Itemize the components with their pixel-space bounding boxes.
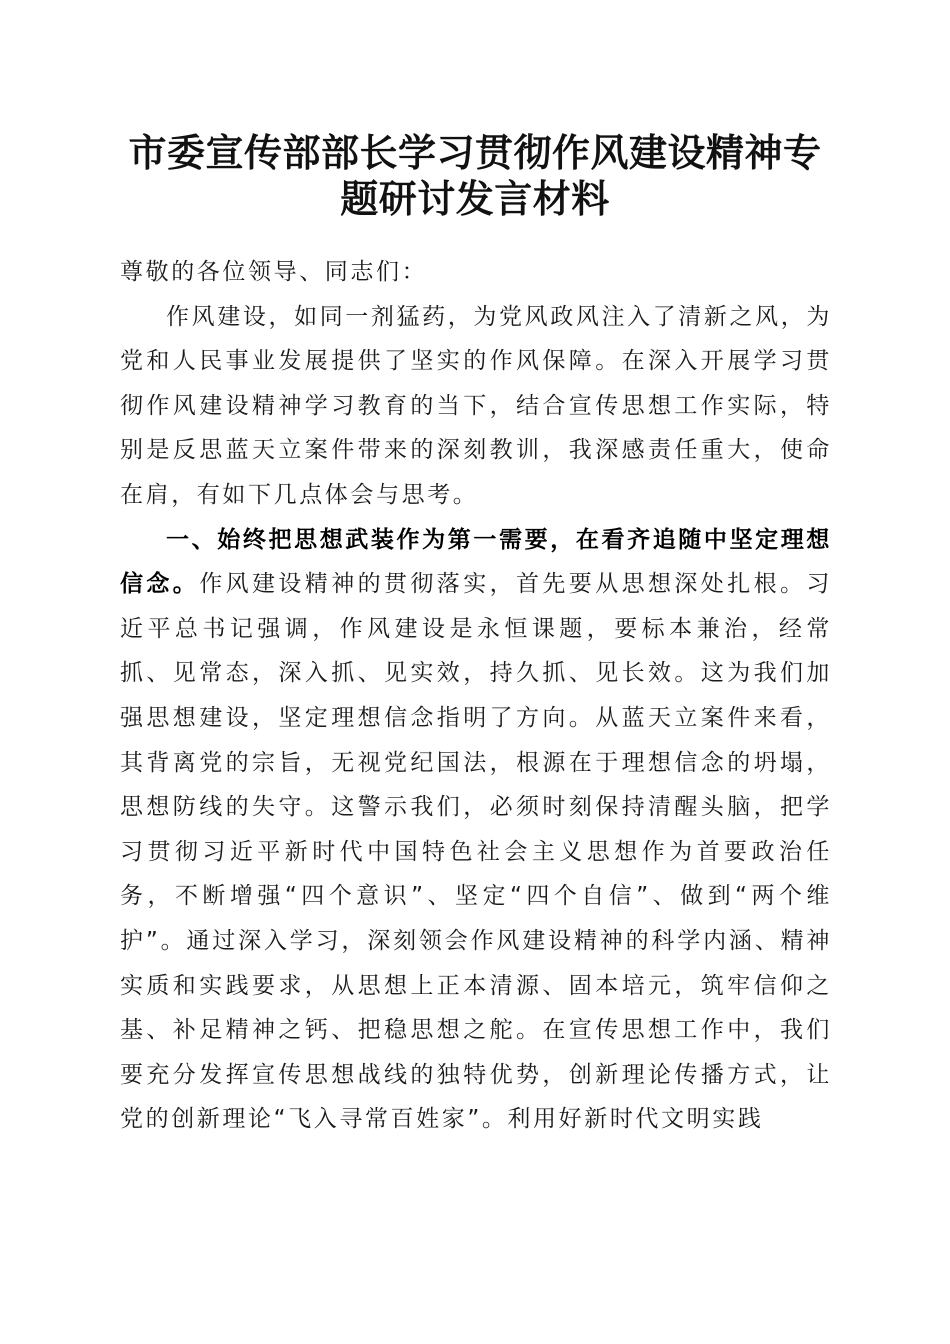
intro-paragraph: 作风建设，如同一剂猛药，为党风政风注入了清新之风，为党和人民事业发展提供了坚实的作风保障。在深入开展学习贯彻作风建设精神学习教育的当下，结合宣传思想工作实际，特别是反思蓝天立案件带来的深刻教训，我深感责任重大，使命在肩，有如下几点体会与思考。: [120, 303, 832, 508]
salutation: 尊敬的各位领导、同志们：: [120, 259, 428, 285]
section-one-body: 作风建设精神的贯彻落实，首先要从思想深处扎根。习近平总书记强调，作风建设是永恒课题，要标本兼治，经常抓、见常态，深入抓、见实效，持久抓、见长效。这为我们加强思想建设，坚定理想信念指明了方向。从蓝天立案件来看，其背离党的宗旨，无视党纪国法，根源在于理想信念的坍塌，思想防线的失守。这警示我们，必须时刻保持清醒头脑，把学习贯彻习近平新时代中国特色社会主义思想作为首要政治任务，不断增强“四个意识”、坚定“四个自信”、做到“两个维护”。通过深入学习，深刻领会作风建设精神的科学内涵、精神实质和实践要求，从思想上正本清源、固本培元，筑牢信仰之基、补足精神之钙、把稳思想之舵。在宣传思想工作中，我们要充分发挥宣传思想战线的独特优势，创新理论传播方式，让党的创新理论“飞入寻常百姓家”。利用好新时代文明实践: [120, 571, 832, 1133]
section-one-heading: 一、始终把思想武装作为第一需要，在看齐追随中坚定理想信念。: [120, 526, 832, 598]
section-one-paragraph: [120, 518, 832, 1142]
document-body: [120, 250, 832, 1142]
document-title: 市委宣传部部长学习贯彻作风建设精神专题研讨发言材料: [128, 130, 822, 221]
